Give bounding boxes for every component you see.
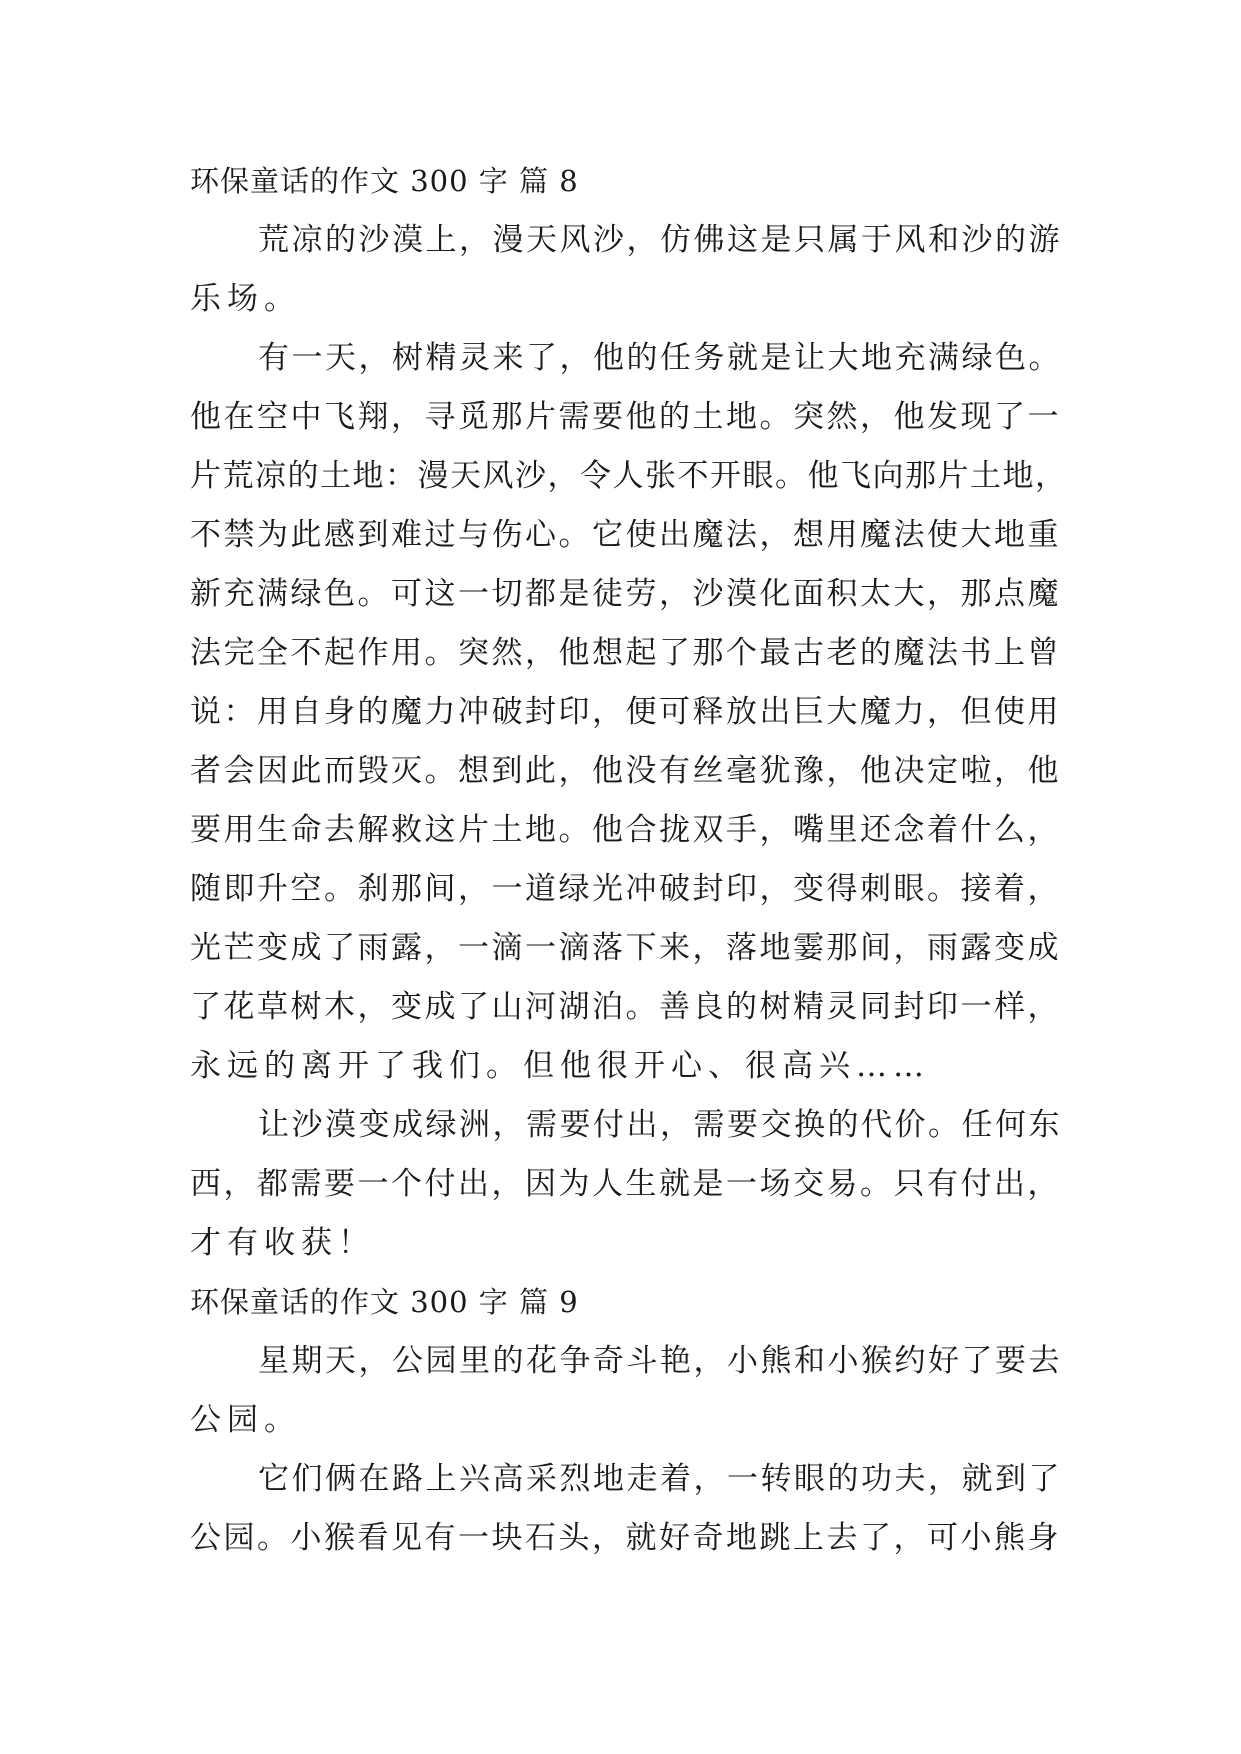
text-line: 才有收获！ <box>190 1225 375 1261</box>
paragraph <box>190 1332 1070 1450</box>
text-line: 新充满绿色。可这一切都是徒劳，沙漠化面积太大，那点魔 <box>190 576 1061 612</box>
text-line: 不禁为此感到难过与伤心。它使出魔法，想用魔法使大地重 <box>190 517 1061 553</box>
text-line: 片荒凉的土地：漫天风沙，令人张不开眼。他飞向那片土地， <box>190 458 1068 494</box>
text-line: 公园。 <box>190 1402 301 1438</box>
text-line: 随即升空。刹那间，一道绿光冲破封印，变得刺眼。接着， <box>190 871 1061 907</box>
text-line: 说：用自身的魔力冲破封印，便可释放出巨大魔力，但使用 <box>190 694 1061 730</box>
text-line: 让沙漠变成绿洲，需要付出，需要交换的代价。任何东 <box>258 1107 1062 1143</box>
text-line: 了花草树木，变成了山河湖泊。善良的树精灵同封印一样， <box>190 989 1061 1025</box>
text-line: 公园。小猴看见有一块石头，就好奇地跳上去了，可小熊身 <box>190 1520 1061 1556</box>
text-line: 乐场。 <box>190 281 301 317</box>
paragraph <box>190 1450 1070 1568</box>
paragraph <box>190 211 1070 329</box>
section-title: 环保童话的作文 300 字 篇 8 <box>190 164 579 198</box>
section-title: 环保童话的作文 300 字 篇 9 <box>190 1285 579 1319</box>
section-9 <box>190 1273 1070 1568</box>
text-line: 者会因此而毁灭。想到此，他没有丝毫犹豫，他决定啦，他 <box>190 753 1061 789</box>
text-line: 法完全不起作用。突然，他想起了那个最古老的魔法书上曾 <box>190 635 1061 671</box>
text-line: 它们俩在路上兴高采烈地走着，一转眼的功夫，就到了 <box>258 1461 1062 1497</box>
document-page <box>190 152 1070 1568</box>
text-line: 要用生命去解救这片土地。他合拢双手，嘴里还念着什么， <box>190 812 1061 848</box>
text-line: 光芒变成了雨露，一滴一滴落下来，落地霎那间，雨露变成 <box>190 930 1061 966</box>
text-line: 他在空中飞翔，寻觅那片需要他的土地。突然，他发现了一 <box>190 399 1061 435</box>
text-line: 西，都需要一个付出，因为人生就是一场交易。只有付出， <box>190 1166 1061 1202</box>
section-8 <box>190 152 1070 1273</box>
text-line: 永远的离开了我们。但他很开心、很高兴…… <box>190 1048 930 1084</box>
text-line: 星期天，公园里的花争奇斗艳，小熊和小猴约好了要去 <box>258 1343 1062 1379</box>
text-line: 有一天，树精灵来了，他的任务就是让大地充满绿色。 <box>258 340 1062 376</box>
paragraph <box>190 1096 1070 1273</box>
text-line: 荒凉的沙漠上，漫天风沙，仿佛这是只属于风和沙的游 <box>258 222 1062 258</box>
paragraph <box>190 329 1070 1096</box>
